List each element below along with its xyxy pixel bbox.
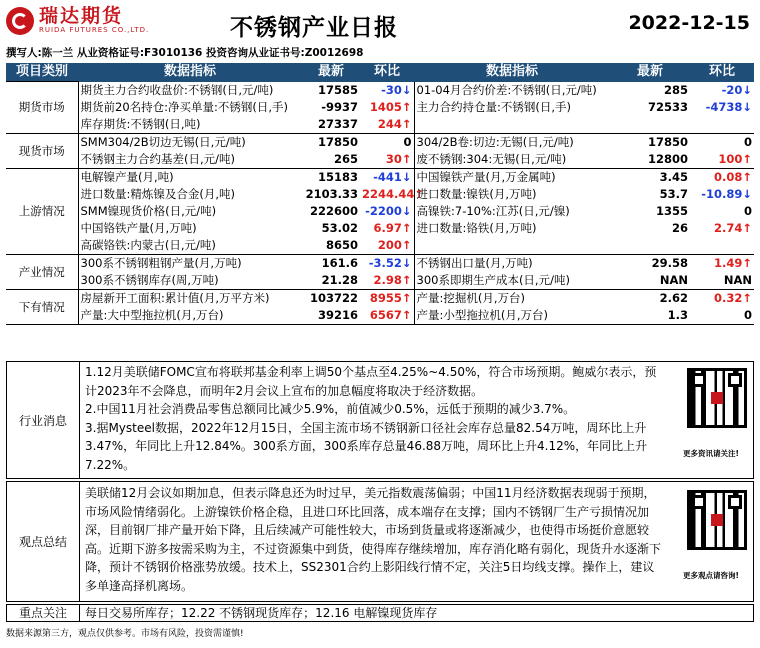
indicator-name — [414, 116, 610, 134]
disclaimer: 数据来源第三方，观点仅供参考。市场有风险，投资需谨慎! — [6, 629, 244, 639]
latest-value: 1.3 — [610, 307, 690, 325]
latest-value: 17585 — [317, 83, 358, 97]
change-value: -441↓ — [360, 168, 414, 186]
change-value: -3.52↓ — [360, 254, 414, 272]
news-item: 1.12月美联储FOMC宣布将联邦基金利率上调50个基点至4.25%~4.50%，符合市场预期。鲍威尔表示，预计2023年不会降息，而明年2月会议上宣布的加息幅度将取决于经济数据。 — [85, 365, 657, 398]
latest-value: -9937 — [321, 100, 358, 114]
latest-value: 39216 — [302, 307, 360, 325]
logo-en-text: RUIDA FUTURES CO.,LTD. — [39, 26, 150, 34]
change-value: 2.74↑ — [713, 221, 752, 235]
table-row — [6, 220, 754, 237]
change-value: -30↓ — [360, 82, 414, 99]
section-category: 行业消息 — [7, 362, 80, 478]
indicator-name: 进口数量:精炼镍及合金(月,吨) — [80, 187, 236, 201]
report-title: 不锈钢产业日报 — [230, 15, 398, 41]
table-row — [6, 82, 754, 99]
table-row — [6, 151, 754, 169]
table-row — [6, 307, 754, 325]
category-cell: 期货市场 — [6, 82, 78, 134]
latest-value: 222600 — [309, 204, 358, 218]
table-row — [6, 168, 754, 186]
change-value: -4738↓ — [705, 100, 752, 114]
table-row — [6, 186, 754, 203]
latest-value: 2.62 — [659, 291, 688, 305]
change-value: -2200↓ — [360, 203, 414, 220]
indicator-name: 中国镍铁产量(月,万金属吨) — [416, 170, 556, 184]
change-value: 0.32↑ — [713, 291, 752, 305]
column-header: 数据指标 — [78, 63, 302, 82]
qr-code-icon — [687, 490, 747, 550]
qr-code-icon — [687, 368, 747, 428]
qr-label: 更多资讯请关注! — [683, 449, 739, 458]
latest-value: 27337 — [302, 116, 360, 134]
table-row — [6, 237, 754, 255]
latest-value: 2103.33 — [305, 187, 358, 201]
change-value: 0 — [743, 135, 752, 149]
indicator-name: 进口数量:镍铁(月,万吨) — [416, 187, 537, 201]
change-value: 244↑ — [360, 116, 414, 134]
indicator-name: 主力合约持仓量:不锈钢(日,手) — [416, 100, 572, 114]
focus-section — [6, 604, 754, 622]
change-value: 30↑ — [360, 151, 414, 169]
column-header: 最新 — [610, 63, 690, 82]
latest-value: 29.58 — [651, 256, 688, 270]
indicator-name: 电解镍产量(月,吨) — [80, 170, 174, 184]
latest-value: 53.02 — [321, 221, 358, 235]
table-row — [6, 254, 754, 272]
latest-value: 12800 — [610, 151, 690, 169]
column-header: 数据指标 — [414, 63, 610, 82]
change-value: 6567↑ — [360, 307, 414, 325]
section-category: 重点关注 — [7, 605, 80, 621]
news-item: 3.据Mysteel数据，2022年12月15日，全国主流市场不锈钢新口径社会库存总量82.54万吨，周环比上升3.47%，年同比上升12.84%。300系方面，300系库存总量46.88万吨，周环比上升4.12%，年同比上升7.22%。 — [85, 420, 648, 472]
qr-label: 更多观点请咨询! — [683, 571, 739, 580]
table-header-row — [6, 63, 754, 82]
indicator-name: 期货主力合约收盘价:不锈钢(日,元/吨) — [80, 83, 274, 97]
table-row — [6, 133, 754, 151]
latest-value — [610, 237, 690, 255]
logo-cn-text: 瑞达期货 — [39, 5, 124, 27]
data-table — [6, 63, 754, 325]
table-row — [6, 203, 754, 220]
table-row — [6, 289, 754, 307]
report-header — [0, 0, 760, 44]
change-value: 1.49↑ — [713, 256, 752, 270]
latest-value — [610, 116, 690, 134]
indicator-name: 300系不锈钢库存(周,万吨) — [78, 272, 302, 290]
writer-info: 撰写人:陈一兰 从业资格证号:F3010136 投资咨询从业证书号:Z0012698 — [6, 47, 364, 59]
category-cell: 下有情况 — [6, 289, 78, 324]
change-value: 6.97↑ — [360, 220, 414, 237]
industry-news-text — [85, 363, 665, 474]
indicator-name: 中国铬铁产量(月,万吨) — [80, 221, 197, 235]
indicator-name: 01-04月合约价差:不锈钢(日,元/吨) — [416, 83, 597, 97]
indicator-name: 房屋新开工面积:累计值(月,万平方米) — [80, 291, 270, 305]
latest-value: 26 — [671, 221, 688, 235]
ruida-logo-icon — [6, 7, 34, 35]
change-value: -10.89↓ — [701, 187, 752, 201]
latest-value: 1355 — [655, 204, 688, 218]
indicator-name: 300系即期生产成本(日,元/吨) — [414, 272, 610, 290]
report-date: 2022-12-15 — [628, 12, 750, 34]
indicator-name: 产量:小型拖拉机(月,万台) — [414, 307, 610, 325]
table-row — [6, 116, 754, 134]
latest-value: 17850 — [647, 135, 688, 149]
category-cell: 现货市场 — [6, 133, 78, 168]
latest-value: 15183 — [317, 170, 358, 184]
indicator-name: 期货前20名持仓:净买单量:不锈钢(日,手) — [80, 100, 289, 114]
indicator-name: 300系不锈钢粗钢产量(月,万吨) — [80, 256, 242, 270]
change-value: 200↑ — [360, 237, 414, 255]
indicator-name: 进口数量:铬铁(月,万吨) — [416, 221, 537, 235]
change-value: 0.08↑ — [713, 170, 752, 184]
change-value: 2.98↑ — [360, 272, 414, 290]
latest-value: 285 — [663, 83, 688, 97]
latest-value: NAN — [610, 272, 690, 290]
indicator-name: 304/2B卷:切边:无锡(日,元/吨) — [416, 135, 574, 149]
latest-value: 72533 — [647, 100, 688, 114]
change-value: -20↓ — [721, 83, 752, 97]
latest-value: 8650 — [302, 237, 360, 255]
column-header: 最新 — [302, 63, 360, 82]
indicator-name: SMM镍现货价格(日,元/吨) — [80, 204, 217, 218]
change-value: 0 — [360, 133, 414, 151]
latest-value: 53.7 — [659, 187, 688, 201]
indicator-name: 不锈钢出口量(月,万吨) — [416, 256, 533, 270]
category-cell: 上游情况 — [6, 168, 78, 254]
latest-value: 103722 — [309, 291, 358, 305]
indicator-name: 产量:大中型拖拉机(月,万台) — [78, 307, 302, 325]
change-value: 0 — [743, 204, 752, 218]
latest-value: 161.6 — [321, 256, 358, 270]
latest-value: 17850 — [317, 135, 358, 149]
change-value: NAN — [690, 272, 754, 290]
indicator-name: 废不锈钢:304:无锡(日,元/吨) — [414, 151, 610, 169]
views-section — [6, 481, 754, 602]
change-value — [690, 237, 754, 255]
industry-news-section — [6, 361, 754, 479]
column-header: 项目类别 — [6, 63, 78, 82]
table-row — [6, 99, 754, 116]
column-header: 环比 — [690, 63, 754, 82]
views-text: 美联储12月会议如期加息，但表示降息还为时过早，美元指数震荡偏弱；中国11月经济数据表现弱于预期，市场风险情绪弱化。上游镍铁价格企稳，且进口环比回落，成本端存在支撑；国内不锈钢厂生产亏损情况加深，目前钢厂排产量开始下降，且后续减产可能性较大，市场到货量或将逐渐减少，也使得市场挺价意愿较高。近期下游多按需采购为主，不过资源集中到货，使得库存继续增加，库存消化略有弱化，现货升水逐渐下降，预计不锈钢价格涨势放缓。技术上，SS2301合约上影阳线行情不定，关注5日均线支撑。操作上，建议多单逢高择机离场。 — [85, 486, 662, 593]
change-value: 100↑ — [690, 151, 754, 169]
focus-text: 每日交易所库存；12.22 不锈钢现货库存；12.16 电解镍现货库存 — [85, 606, 438, 620]
indicator-name: 高镍铁:7-10%:江苏(日,元/镍) — [416, 204, 570, 218]
table-row — [6, 272, 754, 290]
column-header: 环比 — [360, 63, 414, 82]
latest-value: 21.28 — [302, 272, 360, 290]
change-value: 2244.44↑ — [362, 187, 425, 201]
indicator-name — [414, 237, 610, 255]
indicator-name: 产量:挖掘机(月,万台) — [416, 291, 526, 305]
change-value: 8955↑ — [360, 289, 414, 307]
change-value: 1405↑ — [360, 99, 414, 116]
change-value: 0 — [690, 307, 754, 325]
latest-value: 265 — [302, 151, 360, 169]
indicator-name: 高碳铬铁:内蒙古(日,元/吨) — [78, 237, 302, 255]
latest-value: 3.45 — [659, 170, 688, 184]
news-item: 2.中国11月社会消费品零售总额同比减少5.9%，前值减少0.5%，远低于预期的减少3.7%。 — [85, 402, 576, 416]
indicator-name: 库存期货:不锈钢(日,吨) — [78, 116, 302, 134]
change-value — [690, 116, 754, 134]
section-category: 观点总结 — [7, 482, 80, 601]
indicator-name: SMM304/2B切边无锡(日,元/吨) — [80, 135, 246, 149]
company-logo — [6, 6, 149, 35]
category-cell: 产业情况 — [6, 254, 78, 289]
indicator-name: 不锈钢主力合约基差(日,元/吨) — [78, 151, 302, 169]
